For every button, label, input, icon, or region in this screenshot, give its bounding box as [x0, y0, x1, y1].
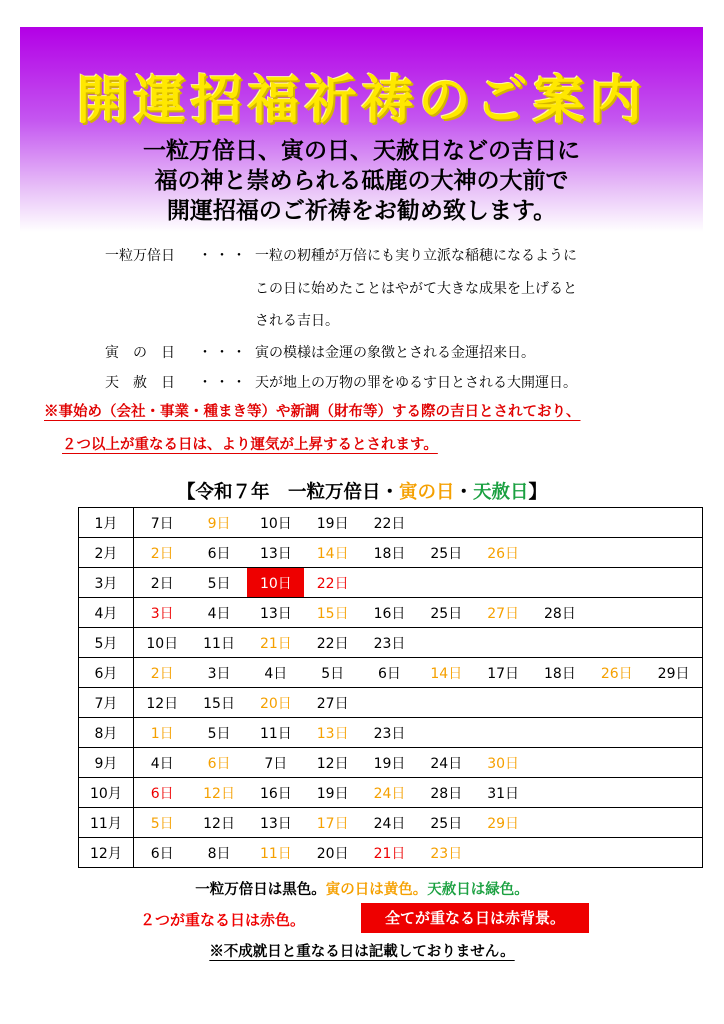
calendar-row [79, 628, 703, 658]
day-cell: 11日 [191, 628, 248, 658]
empty-cell [645, 778, 702, 808]
empty-cell [532, 838, 589, 868]
day-cell: 23日 [361, 628, 418, 658]
day-cell: 27日 [475, 598, 532, 628]
day-cell: 29日 [475, 808, 532, 838]
empty-cell [588, 748, 645, 778]
day-cell: 21日 [361, 838, 418, 868]
day-cell: 6日 [191, 748, 248, 778]
subtitle-line: 一粒万倍日、寅の日、天赦日などの吉日に [143, 137, 580, 164]
day-cell: 4日 [191, 598, 248, 628]
day-cell: 28日 [418, 778, 475, 808]
day-cell: 14日 [304, 538, 361, 568]
calendar-title-sep: ・ [454, 482, 473, 503]
note-line: ※事始め（会社・事業・種まき等）や新調（財布等）する際の吉日とされており、 [44, 403, 581, 420]
calendar-body [79, 508, 703, 868]
day-cell: 18日 [532, 658, 589, 688]
calendar-row [79, 598, 703, 628]
empty-cell [588, 688, 645, 718]
day-cell: 5日 [191, 718, 248, 748]
day-cell: 2日 [133, 538, 190, 568]
day-cell: 20日 [247, 688, 304, 718]
day-cell: 22日 [304, 628, 361, 658]
empty-cell [645, 508, 702, 538]
day-cell: 6日 [133, 778, 190, 808]
day-cell: 26日 [588, 658, 645, 688]
definition-term: 一粒万倍日 [105, 248, 175, 264]
day-cell: 21日 [247, 628, 304, 658]
empty-cell [361, 568, 418, 598]
day-cell: 6日 [191, 538, 248, 568]
empty-cell [588, 718, 645, 748]
empty-cell [588, 838, 645, 868]
empty-cell [418, 718, 475, 748]
day-cell: 12日 [191, 778, 248, 808]
month-label: 11月 [79, 808, 134, 838]
empty-cell [532, 628, 589, 658]
day-cell: 6日 [133, 838, 190, 868]
empty-cell [361, 688, 418, 718]
day-cell: 1日 [133, 718, 190, 748]
empty-cell [645, 718, 702, 748]
subtitle-line: 福の神と崇められる砥鹿の大神の大前で [154, 167, 569, 194]
month-label: 5月 [79, 628, 134, 658]
empty-cell [588, 778, 645, 808]
day-cell: 3日 [191, 658, 248, 688]
definition-text: 一粒の籾種が万倍にも実り立派な稲穂になるように [255, 248, 577, 264]
definition-text: 寅の模様は金運の象徴とされる金運招来日。 [255, 345, 535, 361]
definition-term: 寅 の 日 [105, 345, 175, 361]
empty-cell [475, 838, 532, 868]
day-cell: 11日 [247, 718, 304, 748]
definition-text: この日に始めたことはやがて大きな成果を上げると [255, 281, 577, 297]
day-cell: 19日 [304, 508, 361, 538]
empty-cell [588, 628, 645, 658]
calendar-row [79, 778, 703, 808]
calendar-table [78, 507, 703, 868]
empty-cell [645, 598, 702, 628]
legend-black: 一粒万倍日は黒色。 [195, 881, 326, 898]
calendar-row [79, 508, 703, 538]
empty-cell [532, 508, 589, 538]
empty-cell [532, 538, 589, 568]
day-cell: 5日 [304, 658, 361, 688]
legend-yellow: 寅の日は黄色。 [325, 881, 428, 898]
day-cell: 22日 [361, 508, 418, 538]
page-title: 開運招福祈祷のご案内 [76, 70, 647, 131]
day-cell: 7日 [133, 508, 190, 538]
day-cell: 27日 [304, 688, 361, 718]
month-label: 12月 [79, 838, 134, 868]
day-cell: 10日 [247, 508, 304, 538]
empty-cell [588, 808, 645, 838]
empty-cell [645, 628, 702, 658]
empty-cell [588, 508, 645, 538]
day-cell: 26日 [475, 538, 532, 568]
month-label: 8月 [79, 718, 134, 748]
day-cell: 11日 [247, 838, 304, 868]
day-cell: 12日 [133, 688, 190, 718]
day-cell: 2日 [133, 568, 190, 598]
day-cell: 25日 [418, 538, 475, 568]
day-cell: 20日 [304, 838, 361, 868]
day-cell: 16日 [247, 778, 304, 808]
legend-colors [0, 878, 724, 899]
day-cell: 24日 [361, 808, 418, 838]
calendar-row [79, 748, 703, 778]
definition-dots: ・・・ [198, 375, 249, 391]
legend-red-background: 全てが重なる日は赤背景。 [361, 903, 589, 933]
day-cell: 22日 [304, 568, 361, 598]
day-cell: 23日 [418, 838, 475, 868]
month-label: 1月 [79, 508, 134, 538]
month-label: 7月 [79, 688, 134, 718]
empty-cell [475, 688, 532, 718]
day-cell: 5日 [191, 568, 248, 598]
definition-text: される吉日。 [255, 313, 339, 329]
day-cell: 17日 [304, 808, 361, 838]
day-cell: 5日 [133, 808, 190, 838]
empty-cell [645, 688, 702, 718]
day-cell: 9日 [191, 508, 248, 538]
empty-cell [588, 598, 645, 628]
day-cell: 2日 [133, 658, 190, 688]
day-cell: 24日 [418, 748, 475, 778]
day-cell: 15日 [191, 688, 248, 718]
legend-green: 天赦日は緑色。 [427, 881, 529, 898]
month-label: 10月 [79, 778, 134, 808]
empty-cell [645, 808, 702, 838]
day-cell: 30日 [475, 748, 532, 778]
day-cell: 24日 [361, 778, 418, 808]
day-cell: 25日 [418, 598, 475, 628]
calendar-title-open: 【令和７年 一粒万倍日・ [176, 482, 399, 503]
footnote [0, 940, 724, 961]
day-cell: 19日 [361, 748, 418, 778]
empty-cell [475, 508, 532, 538]
subtitle [20, 136, 703, 226]
empty-cell [475, 628, 532, 658]
day-cell: 14日 [418, 658, 475, 688]
empty-cell [475, 568, 532, 598]
definition-text: 天が地上の万物の罪をゆるす日とされる大開運日。 [255, 375, 577, 391]
month-label: 9月 [79, 748, 134, 778]
note-line: ２つ以上が重なる日は、より運気が上昇するとされます。 [62, 436, 438, 453]
day-cell: 29日 [645, 658, 702, 688]
empty-cell [532, 748, 589, 778]
month-label: 3月 [79, 568, 134, 598]
day-cell: 19日 [304, 778, 361, 808]
month-label: 4月 [79, 598, 134, 628]
definition-dots: ・・・ [198, 248, 249, 264]
calendar-title [0, 478, 724, 504]
day-cell: 12日 [191, 808, 248, 838]
calendar-title-tensha: 天赦日 [473, 482, 529, 503]
calendar-row [79, 688, 703, 718]
subtitle-line: 開運招福のご祈祷をお勧め致します。 [166, 197, 557, 224]
day-cell: 15日 [304, 598, 361, 628]
month-label: 2月 [79, 538, 134, 568]
empty-cell [418, 568, 475, 598]
footnote-text: ※不成就日と重なる日は記載しておりません。 [209, 943, 515, 960]
empty-cell [588, 538, 645, 568]
day-cell: 17日 [475, 658, 532, 688]
calendar-title-close: 】 [528, 482, 548, 503]
day-cell: 3日 [133, 598, 190, 628]
calendar-row [79, 568, 703, 598]
empty-cell [532, 778, 589, 808]
day-cell: 31日 [475, 778, 532, 808]
empty-cell [645, 838, 702, 868]
day-cell: 25日 [418, 808, 475, 838]
empty-cell [532, 718, 589, 748]
calendar-row [79, 538, 703, 568]
calendar-row [79, 658, 703, 688]
day-cell: 4日 [247, 658, 304, 688]
day-cell: 18日 [361, 538, 418, 568]
empty-cell [588, 568, 645, 598]
day-cell: 13日 [247, 598, 304, 628]
day-cell: 13日 [247, 538, 304, 568]
calendar-row [79, 808, 703, 838]
empty-cell [645, 748, 702, 778]
day-cell: 8日 [191, 838, 248, 868]
month-label: 6月 [79, 658, 134, 688]
calendar-row [79, 838, 703, 868]
legend-red: ２つが重なる日は赤色。 [140, 911, 306, 929]
empty-cell [532, 688, 589, 718]
day-cell: 10日 [133, 628, 190, 658]
empty-cell [645, 568, 702, 598]
calendar-row [79, 718, 703, 748]
day-cell: 7日 [247, 748, 304, 778]
day-cell: 28日 [532, 598, 589, 628]
empty-cell [418, 508, 475, 538]
definition-term: 天 赦 日 [105, 375, 175, 391]
empty-cell [418, 688, 475, 718]
empty-cell [532, 568, 589, 598]
empty-cell [645, 538, 702, 568]
day-cell: 16日 [361, 598, 418, 628]
day-cell: 12日 [304, 748, 361, 778]
day-cell: 13日 [247, 808, 304, 838]
day-cell: 23日 [361, 718, 418, 748]
day-cell: 6日 [361, 658, 418, 688]
empty-cell [418, 628, 475, 658]
empty-cell [475, 718, 532, 748]
day-cell: 10日 [247, 568, 304, 598]
day-cell: 13日 [304, 718, 361, 748]
day-cell: 4日 [133, 748, 190, 778]
definition-dots: ・・・ [198, 345, 249, 361]
calendar-title-tora: 寅の日 [398, 482, 455, 503]
empty-cell [532, 808, 589, 838]
